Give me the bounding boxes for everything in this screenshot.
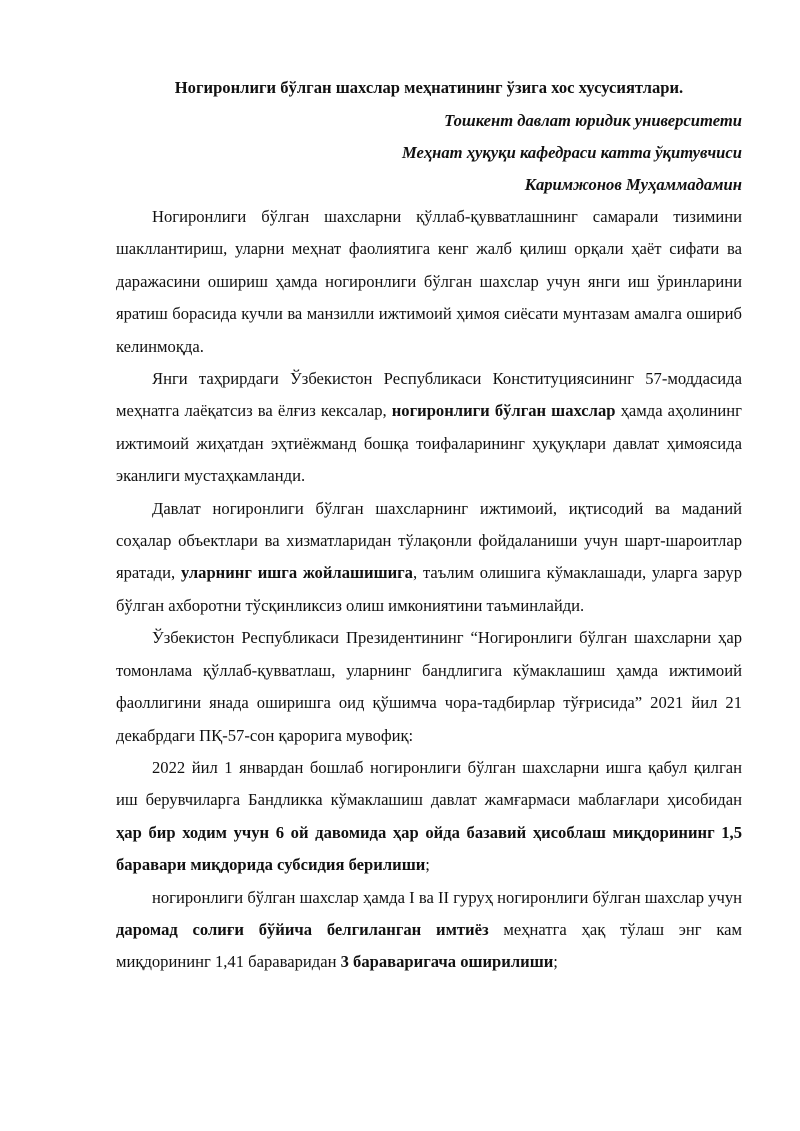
text-run: , таълим олишига кўмаклашади, уларга зарур бўлган ахборотни тўсқинликсиз олиш имкониятини таъминлайди. [116,563,742,615]
text-run: ногиронлиги бўлган шахслар ҳамда I ва II гуруҳ ногиронлиги бўлган шахслар учун [152,887,742,907]
paragraph-5 [116,752,742,882]
text-run: Ўзбекистон Республикаси Президентининг “Ногиронлиги бўлган шахсларни ҳар томонлама қўллаб-қувватлаш, уларнинг бандлигига кўмаклашиш ҳамда ижтимоий фаоллигини янада оширишга оид қўшимча чора-тадбирлар тўғрисида” 2021 йил 21 декабрдаги ПҚ-57-сон қарорига мувофиқ: [116,628,742,745]
text-run: 2022 йил 1 январдан бошлаб ногиронлиги бўлган шахсларни ишга қабул қилган иш берувчиларга Бандликка кўмаклашиш давлат жамғармаси маблағлари ҳисобидан [116,757,742,810]
text-run: ҳамда аҳолининг ижтимоий жиҳатдан эҳтиёжманд бошқа тоифаларининг ҳуқуқлари давлат ҳимоясида эканлиги мустаҳкамланди. [116,401,742,486]
author-name: Каримжонов Муҳаммадамин [524,175,742,194]
text-run: Давлат ногиронлиги бўлган шахсларнинг ижтимоий, иқтисодий ва маданий соҳалар объектлари ва хизматларидан тўлақонли фойдаланиши учун шарт-шароитлар яратади, [116,498,742,583]
paragraph-4 [116,622,742,752]
text-run: Янги таҳрирдаги Ўзбекистон Республикаси Конституциясининг 57-моддасида меҳнатга лаёқатсиз ва ёлғиз кексалар, [116,369,742,421]
bold-text-run: 3 бараваригача оширилиши [340,952,554,972]
paragraph-6 [116,882,742,979]
bold-text-run: даромад солиғи бўйича белгиланган имтиёз [116,919,489,939]
text-run: меҳнатга ҳақ тўлаш энг кам миқдорининг 1,41 бараваридан [116,919,742,972]
document-body [116,201,742,979]
text-run: ; [425,855,430,875]
author-position: Меҳнат ҳуқуқи кафедраси катта ўқитувчиси [401,143,742,162]
paragraph-1 [116,201,742,363]
paragraph-2 [116,363,742,493]
text-run: Ногиронлиги бўлган шахсларни қўллаб-қувватлашнинг самарали тизимини шакллантириш, уларни меҳнат фаолиятига кенг жалб қилиш орқали ҳаёт сифати ва даражасини ошириш ҳамда ногиронлиги бўлган шахслар учун янги иш ўринларини яратиш борасида кучли ва манзилли ижтимоий ҳимоя сиёсати мунтазам амалга ошириб келинмоқда. [116,207,742,356]
document-page [116,70,742,979]
paragraph-3 [116,493,742,623]
bold-text-run: ногиронлиги бўлган шахслар [391,401,616,421]
university-name: Тошкент давлат юридик университети [444,111,742,130]
text-run: ; [553,952,558,972]
bold-text-run: уларнинг ишга жойлашишига [180,563,413,583]
document-title: Ногиронлиги бўлган шахслар меҳнатининг ўзига хос хусусиятлари. [174,78,684,97]
bold-text-run: ҳар бир ходим учун 6 ой давомида ҳар ойда базавий ҳисоблаш миқдорининг 1,5 баравари миқдорида субсидия берилиши [116,822,742,875]
